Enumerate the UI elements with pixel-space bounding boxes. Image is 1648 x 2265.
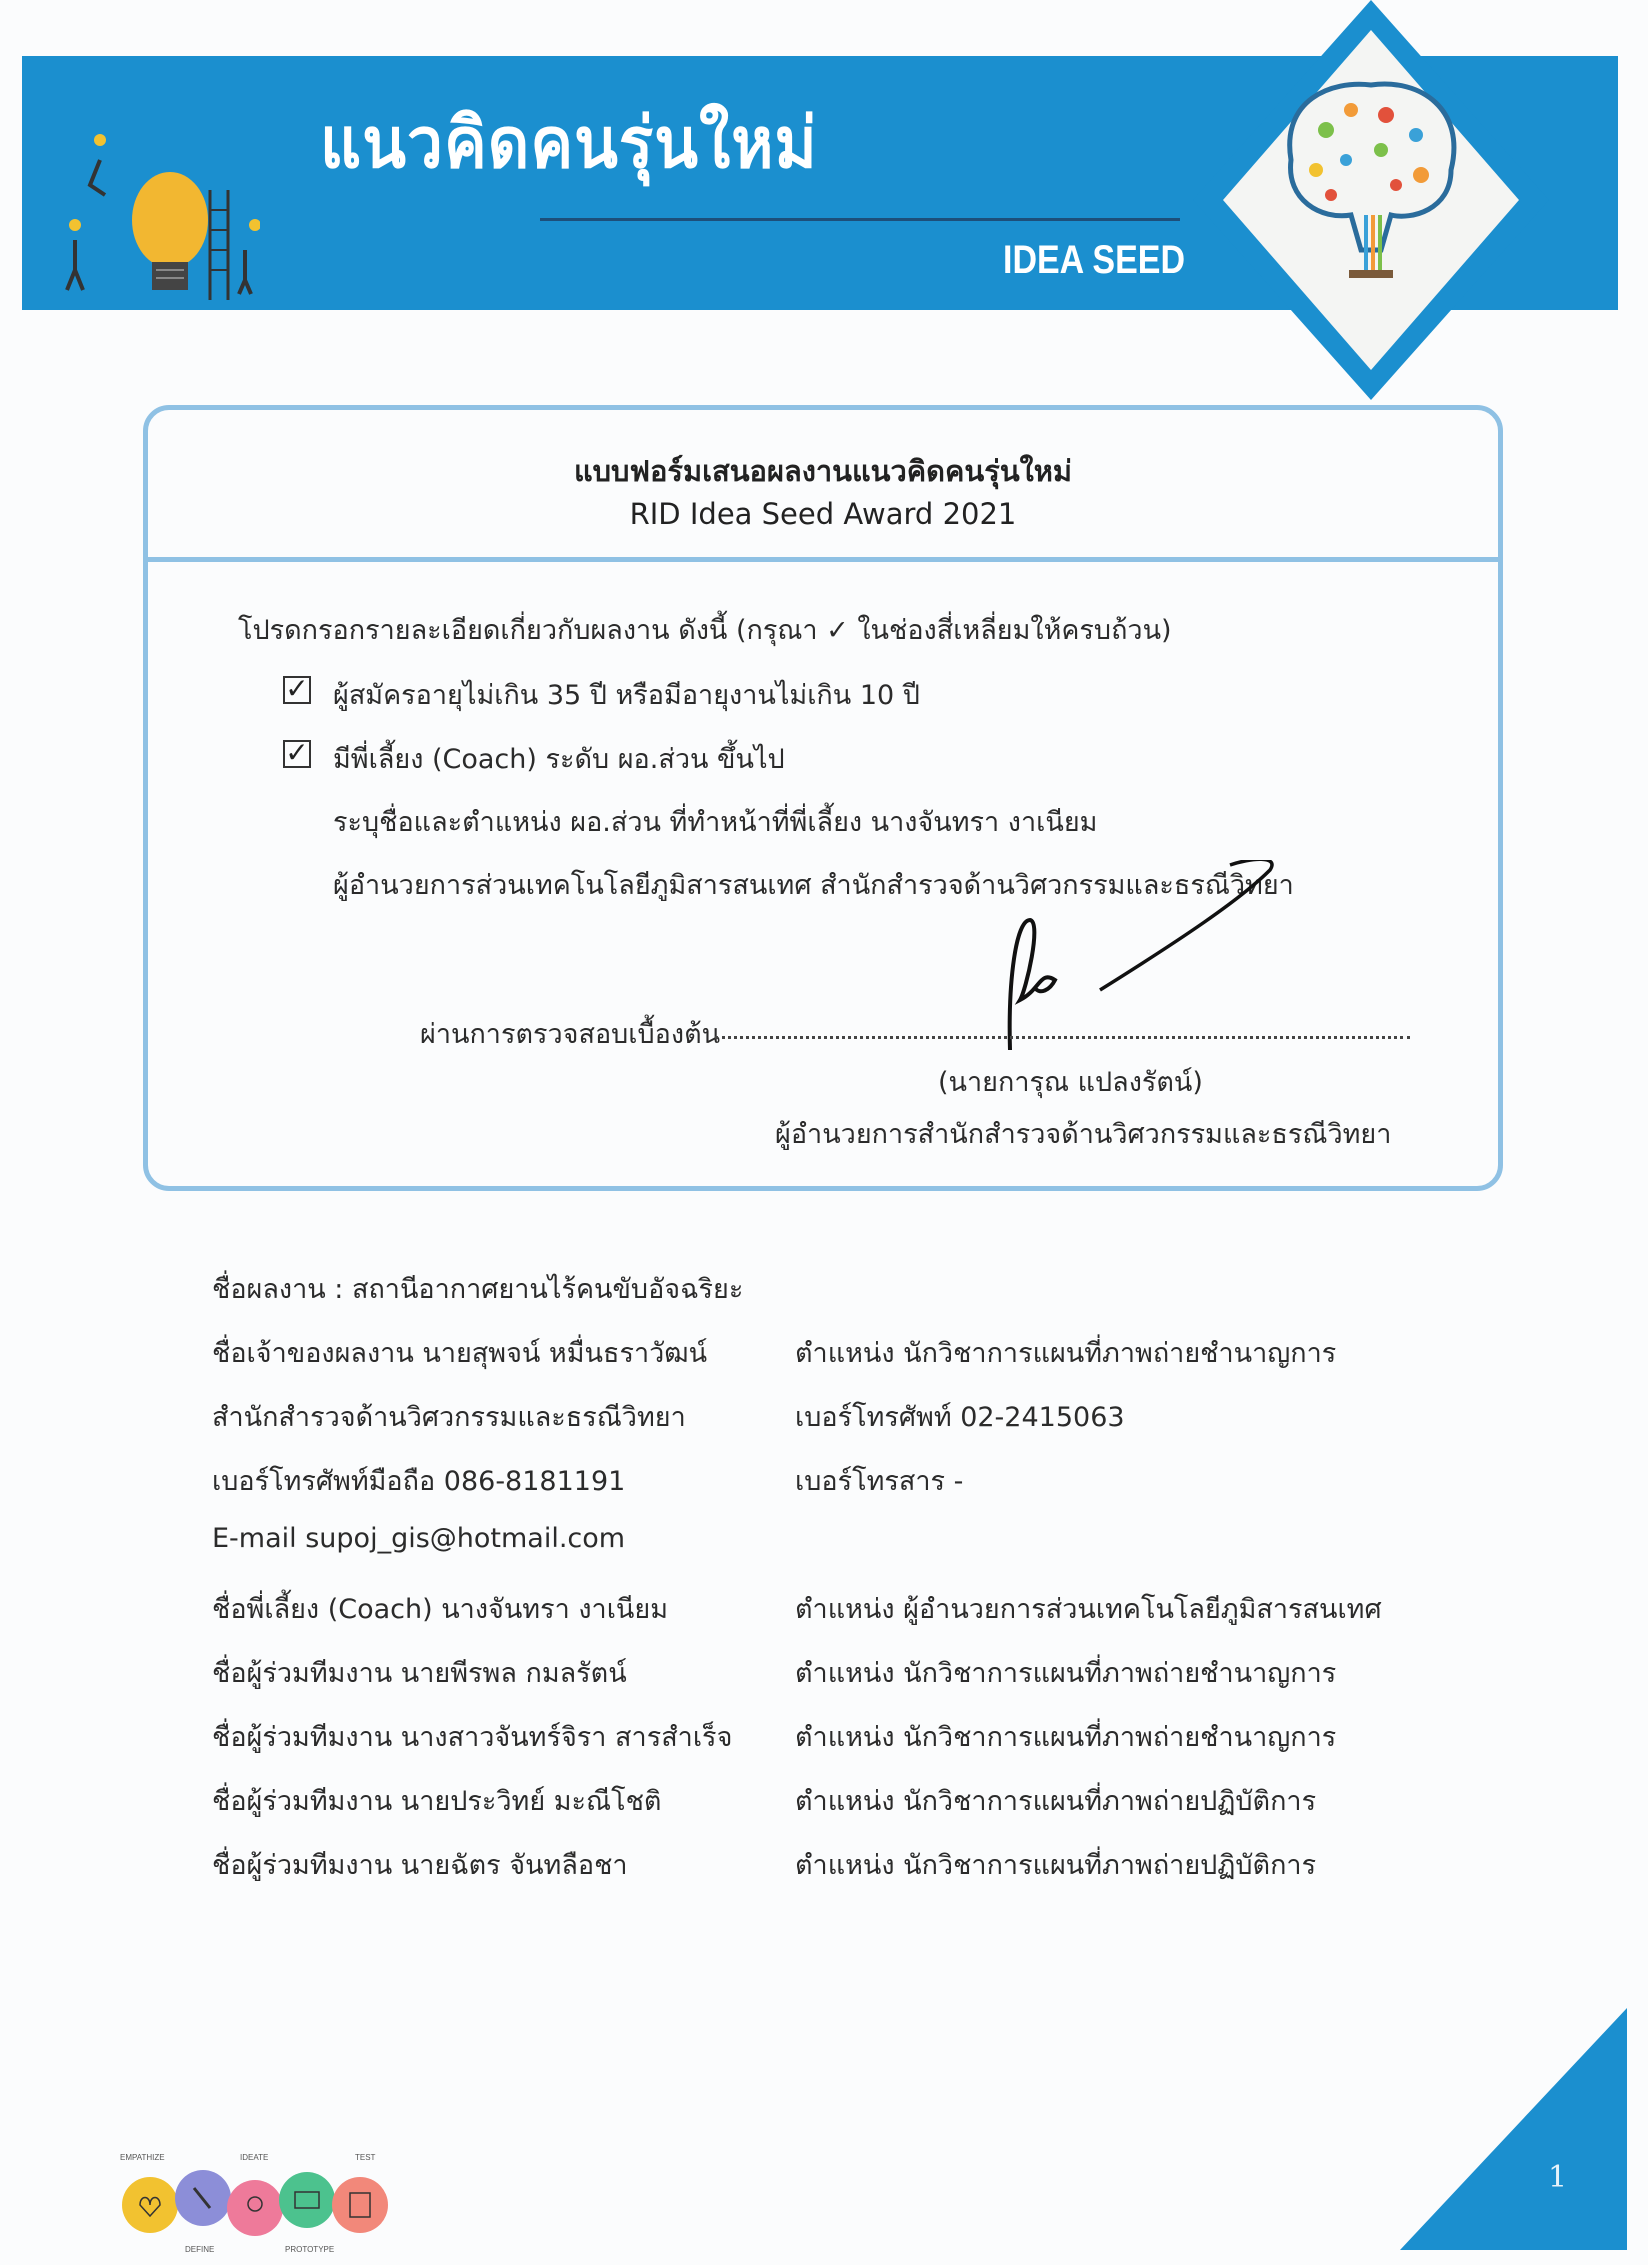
brain-tree-icon (1193, 0, 1549, 400)
form-divider (148, 557, 1498, 562)
checkbox-age-requirement[interactable] (283, 672, 311, 705)
svg-text:TEST: TEST (355, 2153, 376, 2162)
detail-left-0: ชื่อเจ้าของผลงาน นายสุพจน์ หมื่นธราวัฒน์ (212, 1338, 708, 1369)
detail-right-6: ตำแหน่ง นักวิชาการแผนที่ภาพถ่ายชำนาญการ (795, 1722, 1337, 1753)
detail-right-4: ตำแหน่ง ผู้อำนวยการส่วนเทคโนโลยีภูมิสารสนเทศ (795, 1594, 1382, 1625)
detail-right-7: ตำแหน่ง นักวิชาการแผนที่ภาพถ่ายปฏิบัติการ (795, 1786, 1317, 1817)
checklist-label-age: ผู้สมัครอายุไม่เกิน 35 ปี หรือมีอายุงานไม่เกิน 10 ปี (333, 680, 920, 711)
detail-left-8: ชื่อผู้ร่วมทีมงาน นายฉัตร จันทลือชา (212, 1850, 628, 1881)
checklist-label-coach: มีพี่เลี้ยง (Coach) ระดับ ผอ.ส่วน ขึ้นไป (333, 744, 785, 775)
detail-left-6: ชื่อผู้ร่วมทีมงาน นางสาวจันทร์จิรา สารสำเร็จ (212, 1722, 733, 1753)
form-box (143, 405, 1503, 1191)
detail-left-5: ชื่อผู้ร่วมทีมงาน นายพีรพล กมลรัตน์ (212, 1658, 627, 1689)
form-title: แบบฟอร์มเสนอผลงานแนวคิดคนรุ่นใหม่ (573, 454, 1073, 488)
svg-text:DEFINE: DEFINE (185, 2245, 215, 2254)
coach-info-line-2: ผู้อำนวยการส่วนเทคโนโลยีภูมิสารสนเทศ สำนักสำรวจด้านวิศวกรรมและธรณีวิทยา (333, 870, 1294, 901)
banner-title: แนวคิดคนรุ่นใหม่ (320, 103, 818, 185)
form-subtitle: RID Idea Seed Award 2021 (629, 497, 1017, 531)
signature-line (715, 1036, 1410, 1039)
form-instruction: โปรดกรอกรายละเอียดเกี่ยวกับผลงาน ดังนี้ (กรุณา ✓ ในช่องสี่เหลี่ยมให้ครบถ้วน) (238, 615, 1172, 646)
corner-triangle-decoration (1400, 2008, 1627, 2250)
detail-right-2: เบอร์โทรสาร - (795, 1466, 964, 1497)
svg-text:PROTOTYPE: PROTOTYPE (285, 2245, 335, 2254)
detail-left-3: E-mail supoj_gis@hotmail.com (212, 1523, 626, 1554)
detail-left-7: ชื่อผู้ร่วมทีมงาน นายประวิทย์ มะณีโชติ (212, 1786, 662, 1817)
approver-name: (นายการุณ แปลงรัตน์) (938, 1067, 1203, 1098)
detail-right-5: ตำแหน่ง นักวิชาการแผนที่ภาพถ่ายชำนาญการ (795, 1658, 1337, 1689)
coach-info-line-1: ระบุชื่อและตำแหน่ง ผอ.ส่วน ที่ทำหน้าที่พี่เลี้ยง นางจันทรา งาเนียม (333, 807, 1098, 838)
check-mark-icon: ✓ (285, 672, 309, 705)
detail-right-8: ตำแหน่ง นักวิชาการแผนที่ภาพถ่ายปฏิบัติการ (795, 1850, 1317, 1881)
detail-right-0: ตำแหน่ง นักวิชาการแผนที่ภาพถ่ายชำนาญการ (795, 1338, 1337, 1369)
svg-text:EMPATHIZE: EMPATHIZE (120, 2153, 165, 2162)
detail-left-1: สำนักสำรวจด้านวิศวกรรมและธรณีวิทยา (212, 1402, 686, 1433)
signature-icon (980, 860, 1300, 1060)
approval-label: ผ่านการตรวจสอบเบื้องต้น (420, 1019, 721, 1050)
check-mark-icon: ✓ (285, 736, 309, 769)
lightbulb-team-icon (60, 95, 260, 305)
banner-divider (540, 218, 1180, 221)
approver-title: ผู้อำนวยการสำนักสำรวจด้านวิศวกรรมและธรณีวิทยา (775, 1119, 1392, 1150)
detail-left-4: ชื่อพี่เลี้ยง (Coach) นางจันทรา งาเนียม (212, 1594, 668, 1625)
detail-right-1: เบอร์โทรศัพท์ 02-2415063 (795, 1402, 1125, 1433)
project-name: ชื่อผลงาน : สถานีอากาศยานไร้คนขับอัจฉริยะ (212, 1274, 744, 1305)
banner-subtitle: IDEA SEED (1003, 238, 1186, 282)
detail-left-2: เบอร์โทรศัพท์มือถือ 086-8181191 (212, 1466, 626, 1497)
svg-text:IDEATE: IDEATE (240, 2153, 269, 2162)
checkbox-coach-requirement[interactable] (283, 736, 311, 769)
page-number: 1 (1548, 2160, 1568, 2195)
design-thinking-process-icon (110, 2120, 400, 2260)
